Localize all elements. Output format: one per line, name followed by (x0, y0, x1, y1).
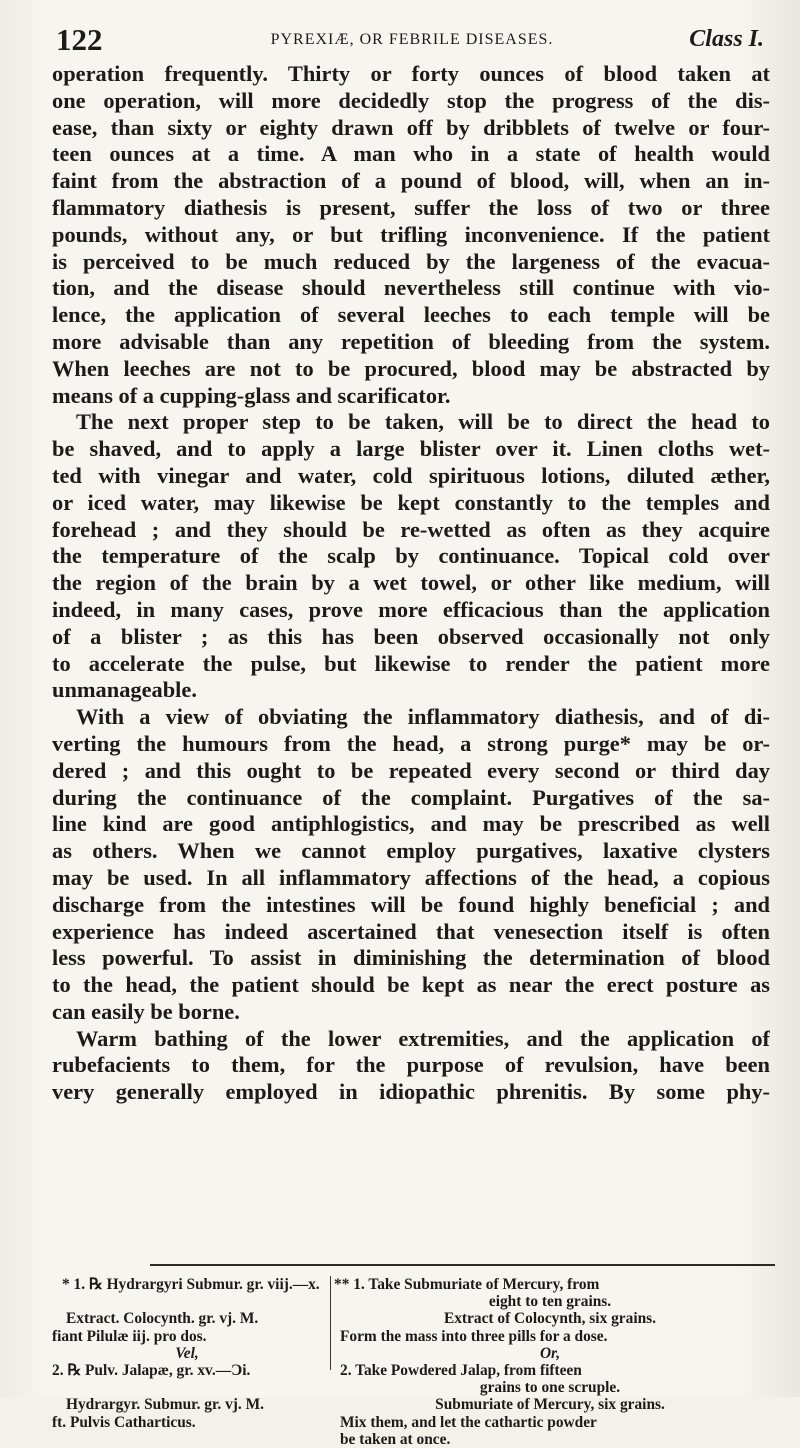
footnote-line: Hydrargyr. Submur. gr. vj. M. (66, 1396, 264, 1414)
class-label: Class I. (689, 26, 764, 52)
footnote-line: be taken at once. (340, 1430, 451, 1448)
text-line: teen ounces at a time. A man who in a state of health would (52, 141, 770, 167)
footnote-latin (52, 1276, 322, 1431)
text-line: the region of the brain by a wet towel, or other like medium, will (52, 570, 770, 596)
footnote-line: grains to one scruple. (479, 1379, 621, 1397)
text-line: lence, the application of several leeches to each temple will be (52, 302, 770, 328)
text-line: operation frequently. Thirty or forty ounces of blood taken at (52, 61, 770, 86)
footnote-line: Extract. Colocynth. gr. vj. M. (66, 1310, 259, 1328)
footnote-line: 2. Take Powdered Jalap, from fifteen (340, 1361, 582, 1379)
footnote-line: ft. Pulvis Catharticus. (52, 1413, 196, 1431)
text-line: line kind are good antiphlogistics, and may be prescribed as well (52, 811, 770, 837)
text-line: experience has indeed ascertained that venesection itself is often (52, 918, 770, 944)
text-line: more advisable than any repetition of bleeding from the system. (52, 328, 770, 354)
text-line: may be used. In all inflammatory affections of the head, a copious (52, 864, 770, 890)
footnote-line (52, 1379, 322, 1396)
text-line: forehead ; and they should be re-wetted as often as they acquire (52, 516, 770, 542)
footnote-rule (150, 1264, 775, 1266)
text-line: the temperature of the scalp by continuance. Topical cold over (52, 543, 770, 569)
text-line: verting the humours from the head, a strong purge* may be or- (52, 730, 770, 756)
text-line: very generally employed in idiopathic phrenitis. By some phy- (52, 1079, 770, 1105)
footnote-line: Vel, (175, 1344, 199, 1362)
footnote-line: Or, (539, 1344, 561, 1362)
footnote-english (330, 1276, 770, 1448)
text-line: When leeches are not to be procured, blood may be abstracted by (52, 355, 770, 381)
text-line: With a view of obviating the inflammatory diathesis, and of di- (76, 704, 770, 730)
text-line: less powerful. To assist in diminishing the determination of blood (52, 945, 770, 971)
text-line: be shaved, and to apply a large blister over it. Linen cloths wet- (52, 436, 770, 462)
body-text (52, 61, 770, 1106)
text-line: faint from the abstraction of a pound of blood, will, when an in- (52, 168, 770, 194)
text-line: rubefacients to them, for the purpose of revulsion, have been (52, 1052, 770, 1078)
text-line: as others. When we cannot employ purgatives, laxative clysters (52, 838, 770, 864)
text-line: can easily be borne. (52, 998, 240, 1024)
text-line: ease, than sixty or eighty drawn off by dribblets of twelve or four- (52, 114, 770, 140)
footnote-line: Submuriate of Mercury, six grains. (435, 1396, 665, 1414)
text-line: tion, and the disease should nevertheless still continue with vio- (52, 275, 770, 301)
footnote-line: Extract of Colocynth, six grains. (443, 1310, 657, 1328)
page-number: 122 (56, 22, 103, 57)
text-line: means of a cupping-glass and scarificator. (52, 382, 451, 408)
text-line: of a blister ; as this has been observed occasionally not only (52, 623, 770, 649)
footnote-line: eight to ten grains. (488, 1293, 612, 1311)
text-line: during the continuance of the complaint. Purgatives of the sa- (52, 784, 770, 810)
text-line: The next proper step to be taken, will be to direct the head to (76, 409, 770, 435)
text-line: ted with vinegar and water, cold spirituous lotions, diluted æther, (52, 462, 770, 488)
text-line: Warm bathing of the lower extremities, and the application of (76, 1025, 770, 1051)
text-line: one operation, will more decidedly stop the progress of the dis- (52, 87, 770, 113)
footnote-line: Mix them, and let the cathartic powder (340, 1413, 597, 1431)
text-line: is perceived to be much reduced by the largeness of the evacua- (52, 248, 770, 274)
footnote-line: Form the mass into three pills for a dose. (340, 1327, 608, 1345)
footnote-line: 2. ℞ Pulv. Jalapæ, gr. xv.—Ɔi. (52, 1361, 251, 1379)
text-line: pounds, without any, or but trifling inconvenience. If the patient (52, 221, 770, 247)
text-line: to the head, the patient should be kept as near the erect posture as (52, 972, 770, 998)
text-line: or iced water, may likewise be kept constantly to the temples and (52, 489, 770, 515)
text-line: flammatory diathesis is present, suffer the loss of two or three (52, 194, 770, 220)
text-line: dered ; and this ought to be repeated every second or third day (52, 757, 770, 783)
footnote-line: ** 1. Take Submuriate of Mercury, from (334, 1276, 600, 1293)
footnote-line: fiant Pilulæ iij. pro dos. (52, 1327, 207, 1345)
text-line: to accelerate the pulse, but likewise to render the patient more (52, 650, 770, 676)
text-line: unmanageable. (52, 677, 197, 703)
footnote-line: * 1. ℞ Hydrargyri Submur. gr. viij.—x. (62, 1276, 320, 1293)
running-head (56, 22, 768, 62)
text-line: indeed, in many cases, prove more efficacious than the application (52, 596, 770, 622)
running-title: PYREXIÆ, OR FEBRILE DISEASES. (270, 31, 554, 48)
footnote-line (52, 1293, 322, 1310)
text-line: discharge from the intestines will be found highly beneficial ; and (52, 891, 770, 917)
